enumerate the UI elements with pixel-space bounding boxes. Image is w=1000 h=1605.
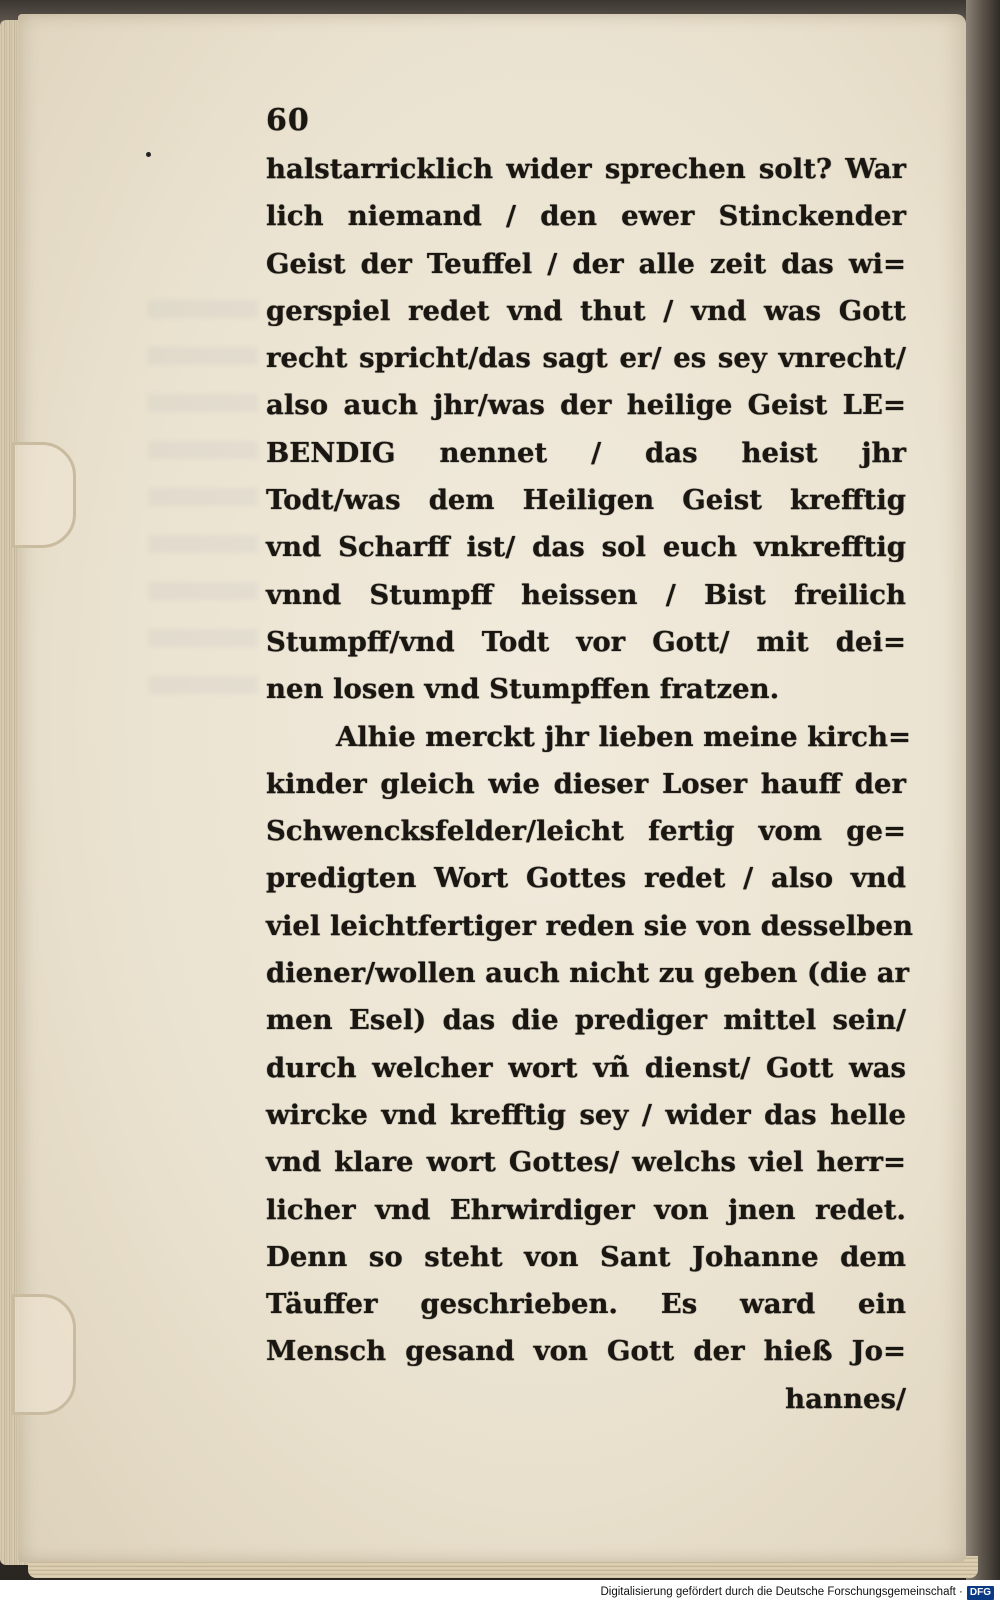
text-line: Todt/was dem Heiligen Geist krefftig: [266, 484, 906, 517]
text-line: halstarricklich wider sprechen solt? War: [266, 153, 906, 185]
text-line: also auch jhr/was der heilige Geist LE=: [266, 389, 906, 422]
text-line: Mensch gesand von Gott der hieß Jo=: [266, 1335, 906, 1368]
text-line: vnd klare wort Gottes/ welchs viel herr=: [266, 1146, 906, 1179]
text-line: predigten Wort Gottes redet / also vnd: [266, 862, 906, 895]
text-line: gerspiel redet vnd thut / vnd was Gott: [266, 294, 906, 327]
text-line: BENDIG nennet / das heist jhr: [266, 436, 906, 469]
paragraph-start-line: Alhie merckt jhr lieben meine kirch=: [336, 720, 912, 753]
dfg-logo: DFG: [967, 1586, 994, 1600]
text-line: Geist der Teuffel / der alle zeit das wi=: [266, 247, 906, 280]
page-tab-upper: [12, 442, 76, 548]
text-line: durch welcher wort vñ dienst/ Gott was: [266, 1051, 906, 1084]
text-line: vnd Scharff ist/ das sol euch vnkrefftig: [266, 531, 906, 564]
text-line: Stumpff/vnd Todt vor Gott/ mit dei=: [266, 625, 906, 658]
text-line: lich niemand / den ewer Stinckender: [266, 200, 906, 233]
bleed-through-shadow: [148, 274, 258, 694]
text-line: Denn so steht von Sant Johanne dem: [266, 1240, 906, 1273]
text-line: vnnd Stumpff heissen / Bist freilich: [266, 578, 906, 611]
ink-speck: [146, 152, 151, 157]
text-line: Täuffer geschrieben. Es ward ein: [266, 1288, 906, 1321]
catchword: hannes/: [785, 1382, 906, 1415]
text-line: recht spricht/das sagt er/ es sey vnrecht/: [266, 342, 906, 375]
text-line: men Esel) das die prediger mittel sein/: [266, 1004, 906, 1037]
text-line: licher vnd Ehrwirdiger von jnen redet.: [266, 1193, 906, 1226]
text-line: diener/wollen auch nicht zu geben (die ar: [266, 957, 910, 990]
book-cover-right: [966, 0, 1000, 1580]
text-line: kinder gleich wie dieser Loser hauff der: [266, 767, 906, 800]
text-line: viel leichtfertiger reden sie von desselben: [266, 909, 914, 942]
text-line: wircke vnd krefftig sey / wider das helle: [266, 1098, 906, 1131]
page-text: [266, 96, 914, 1423]
page-number: 60: [266, 103, 310, 138]
text-line: Schwencksfelder/leicht fertig vom ge=: [266, 815, 906, 848]
text-line: nen losen vnd Stumpffen fratzen.: [266, 673, 780, 706]
digitization-footer: [0, 1580, 1000, 1605]
funding-credit: Digitalisierung gefördert durch die Deutsche Forschungsgemeinschaft ·: [600, 1586, 963, 1598]
page-tab-lower: [12, 1294, 76, 1415]
